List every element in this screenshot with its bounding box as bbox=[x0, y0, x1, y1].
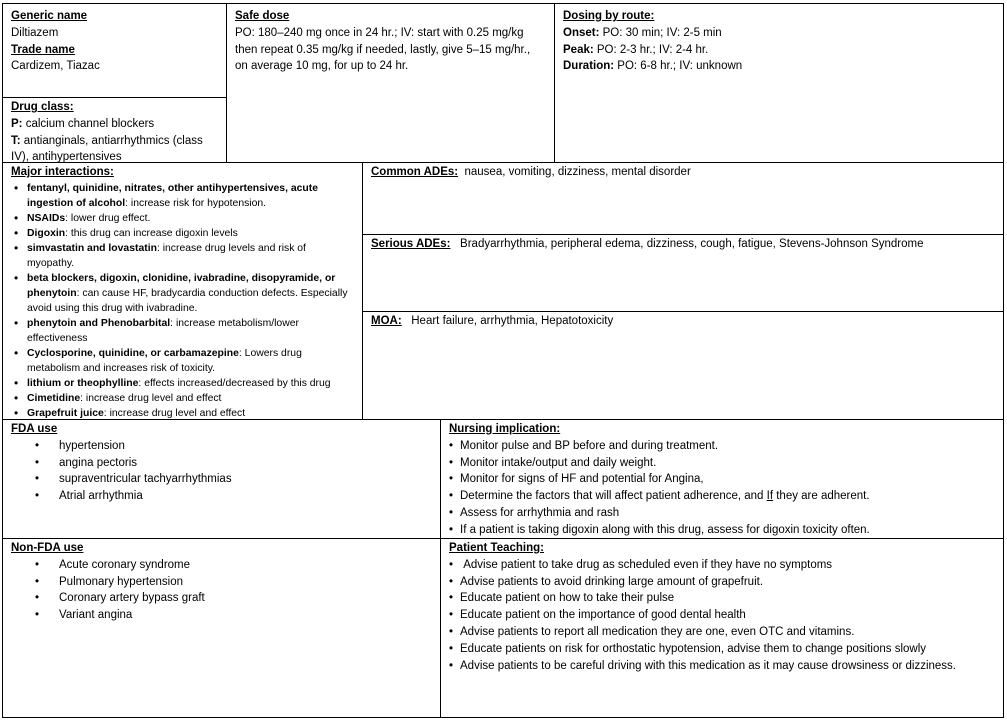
generic-name-cell bbox=[3, 4, 226, 97]
list-item: • Atrial arrhythmia bbox=[11, 488, 432, 505]
pharmacologic-class-value: calcium channel blockers bbox=[22, 117, 155, 130]
trade-name-value: Cardizem, Tiazac bbox=[11, 60, 100, 73]
list-item: • If a patient is taking digoxin along with this drug, assess for digoxin toxicity often. bbox=[449, 522, 995, 538]
serious-ades-label: Serious ADEs: bbox=[371, 238, 451, 250]
list-item: • angina pectoris bbox=[11, 455, 432, 472]
duration-row bbox=[563, 58, 995, 75]
generic-name-value: Diltiazem bbox=[11, 26, 59, 39]
list-item: • Assess for arrhythmia and rash bbox=[449, 505, 995, 522]
list-item: • Monitor intake/output and daily weight. bbox=[449, 455, 995, 472]
list-item: • Monitor for signs of HF and potential for Angina, bbox=[449, 471, 995, 488]
peak-row bbox=[563, 42, 995, 59]
list-item: • Pulmonary hypertension bbox=[11, 574, 432, 591]
list-item: • lithium or theophylline: effects increased/decreased by this drug bbox=[11, 376, 354, 391]
interactions-label: Major interactions: bbox=[11, 166, 114, 178]
list-item: • Grapefruit juice: increase drug level and effect bbox=[11, 406, 354, 419]
list-item: • beta blockers, digoxin, clonidine, ivabradine, disopyramide, or phenytoin: can cause HF, bradycardia conduction defects. Especially avoid using this drug with ivabradine. bbox=[11, 271, 354, 316]
patient-teaching-list bbox=[449, 557, 995, 675]
list-item: • Coronary artery bypass graft bbox=[11, 590, 432, 607]
common-ades-label: Common ADEs: bbox=[371, 166, 459, 178]
onset-row bbox=[563, 25, 995, 42]
dosing-label: Dosing by route: bbox=[563, 10, 655, 22]
nursing-implication-label: Nursing implication: bbox=[449, 423, 561, 435]
list-item: • Acute coronary syndrome bbox=[11, 557, 432, 574]
common-ades-text: nausea, vomiting, dizziness, mental disorder bbox=[458, 166, 691, 178]
safe-dose-label: Safe dose bbox=[235, 10, 290, 22]
peak-value: PO: 2-3 hr.; IV: 2-4 hr. bbox=[593, 43, 709, 56]
therapeutic-class-label: T: bbox=[11, 134, 21, 147]
moa-text: Heart failure, arrhythmia, Hepatotoxicity bbox=[401, 315, 614, 327]
list-item: • Educate patient on the importance of good dental health bbox=[449, 607, 995, 624]
list-item: • Digoxin: this drug can increase digoxin levels bbox=[11, 226, 354, 241]
fda-use-label: FDA use bbox=[11, 423, 58, 435]
interactions-list bbox=[11, 181, 354, 419]
list-item: • Advise patients to report all medication they are one, even OTC and vitamins. bbox=[449, 624, 995, 641]
trade-name-label: Trade name bbox=[11, 43, 75, 56]
list-item: • Determine the factors that will affect patient adherence, and If they are adherent. bbox=[449, 488, 995, 505]
fda-use-cell bbox=[3, 420, 440, 538]
duration-value: PO: 6-8 hr.; IV: unknown bbox=[614, 60, 743, 73]
table-border-right bbox=[1003, 3, 1004, 718]
duration-label: Duration: bbox=[563, 60, 615, 73]
peak-label: Peak: bbox=[563, 43, 594, 56]
list-item: • Educate patients on risk for orthostatic hypotension, advise them to change positions slowly bbox=[449, 641, 995, 658]
nursing-implication-list bbox=[449, 438, 995, 538]
serious-ades-cell bbox=[363, 235, 1003, 311]
list-item: • Cimetidine: increase drug level and effect bbox=[11, 391, 354, 406]
non-fda-use-cell bbox=[3, 539, 440, 717]
nursing-implication-cell bbox=[441, 420, 1003, 538]
fda-use-list bbox=[11, 438, 432, 505]
list-item: • Monitor pulse and BP before and during treatment. bbox=[449, 438, 995, 455]
drug-class-cell bbox=[3, 98, 226, 162]
list-item: • phenytoin and Phenobarbital: increase metabolism/lower effectiveness bbox=[11, 316, 354, 346]
list-item: • Educate patient on how to take their pulse bbox=[449, 590, 995, 607]
pharmacologic-class bbox=[11, 116, 218, 133]
table-border-bottom bbox=[2, 717, 1004, 718]
therapeutic-class-value: antianginals, antiarrhythmics (class IV), antihypertensives bbox=[11, 134, 203, 162]
list-item: • simvastatin and lovastatin: increase drug levels and risk of myopathy. bbox=[11, 241, 354, 271]
list-item: • fentanyl, quinidine, nitrates, other antihypertensives, acute ingestion of alcohol: increase risk for hypotension. bbox=[11, 181, 354, 211]
list-item: • Advise patients to avoid drinking large amount of grapefruit. bbox=[449, 574, 995, 591]
pharmacologic-class-label: P: bbox=[11, 117, 23, 130]
non-fda-use-list bbox=[11, 557, 432, 624]
list-item: • Variant angina bbox=[11, 607, 432, 624]
dosing-cell bbox=[555, 4, 1003, 162]
list-item: • NSAIDs: lower drug effect. bbox=[11, 211, 354, 226]
generic-name-label: Generic name bbox=[11, 10, 88, 22]
common-ades-cell bbox=[363, 163, 1003, 234]
safe-dose-cell bbox=[227, 4, 554, 162]
moa-label: MOA: bbox=[371, 315, 402, 327]
drug-class-label: Drug class: bbox=[11, 101, 74, 113]
list-item: • Advise patients to be careful driving with this medication as it may cause drowsiness or dizziness. bbox=[449, 658, 995, 675]
list-item: • hypertension bbox=[11, 438, 432, 455]
list-item: • supraventricular tachyarrhythmias bbox=[11, 471, 432, 488]
moa-cell bbox=[363, 312, 1003, 419]
patient-teaching-cell bbox=[441, 539, 1003, 717]
non-fda-use-label: Non-FDA use bbox=[11, 542, 84, 554]
list-item: • Advise patient to take drug as scheduled even if they have no symptoms bbox=[449, 557, 995, 574]
therapeutic-class bbox=[11, 133, 218, 162]
list-item: • Cyclosporine, quinidine, or carbamazepine: Lowers drug metabolism and increases risk of toxicity. bbox=[11, 346, 354, 376]
patient-teaching-label: Patient Teaching: bbox=[449, 542, 544, 554]
interactions-cell bbox=[3, 163, 362, 419]
onset-value: PO: 30 min; IV: 2-5 min bbox=[599, 26, 722, 39]
onset-label: Onset: bbox=[563, 26, 600, 39]
safe-dose-text: PO: 180–240 mg once in 24 hr.; IV: start with 0.25 mg/kg then repeat 0.35 mg/kg if needed, lastly, give 5–15 mg/hr., on average 10 mg, for up to 24 hr. bbox=[235, 26, 531, 73]
serious-ades-text: Bradyarrhythmia, peripheral edema, dizziness, cough, fatigue, Stevens-Johnson Syndrome bbox=[450, 238, 924, 250]
